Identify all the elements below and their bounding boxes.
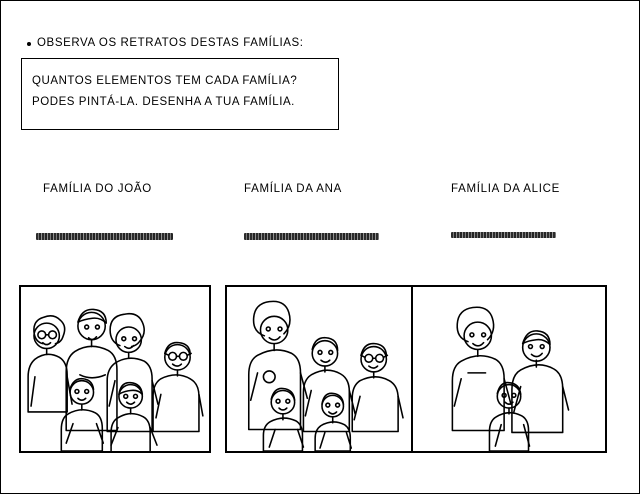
question-line-2: PODES PINTÁ-LA. DESENHA A TUA FAMÍLIA. (32, 96, 295, 108)
instruction-line (27, 37, 304, 49)
answer-scribble-joao (36, 233, 173, 240)
figure-grandfather (352, 344, 403, 432)
family-picture-ana (225, 285, 417, 453)
question-box (21, 58, 339, 130)
instruction-text: OBSERVA OS RETRATOS DESTAS FAMÍLIAS: (37, 37, 304, 49)
bullet-icon (27, 42, 31, 46)
family-titles-row (1, 183, 640, 203)
figure-child-right (315, 393, 351, 451)
family-title-joao: FAMÍLIA DO JOÃO (43, 183, 152, 195)
figure-mother (452, 307, 511, 430)
figure-grandmother (512, 331, 569, 433)
family-pictures-row (19, 285, 623, 453)
family-title-alice: FAMÍLIA DA ALICE (451, 183, 560, 195)
figure-girl (111, 383, 157, 451)
question-line-1: QUANTOS ELEMENTOS TEM CADA FAMÍLIA? (32, 75, 298, 87)
family-title-ana: FAMÍLIA DA ANA (244, 183, 343, 195)
figure-grandmother (303, 338, 355, 432)
figure-grandfather (153, 343, 203, 432)
family-picture-alice (411, 285, 607, 453)
figure-child-left (263, 388, 303, 451)
family-picture-joao (19, 285, 211, 453)
figure-mother (249, 301, 308, 429)
figure-child (489, 383, 529, 451)
answer-scribble-ana (244, 233, 379, 240)
answer-scribble-alice (451, 232, 556, 238)
